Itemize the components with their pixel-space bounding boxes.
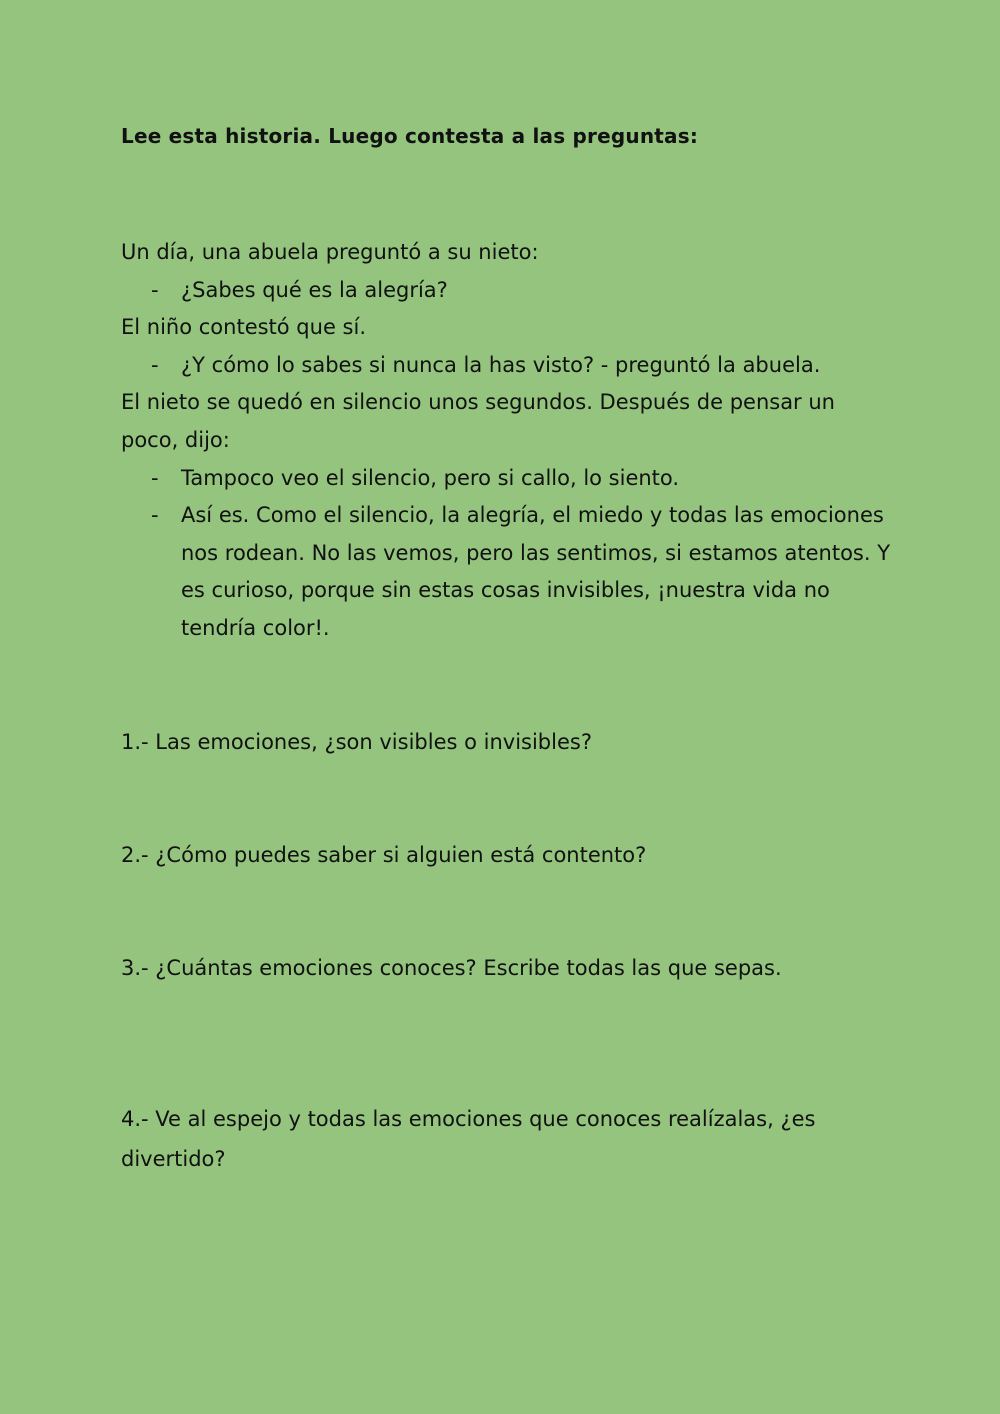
dialog-dash: - (151, 277, 159, 302)
dialog-text: ¿Y cómo lo sabes si nunca la has visto? - preguntó la abuela. (181, 352, 821, 377)
question-4: 4.- Ve al espejo y todas las emociones que conoces realízalas, ¿es divertido? (121, 1107, 816, 1171)
question-3: 3.- ¿Cuántas emociones conoces? Escribe todas las que sepas. (121, 956, 782, 980)
story-line: poco, dijo: (121, 427, 230, 452)
question-2: 2.- ¿Cómo puedes saber si alguien está contento? (121, 843, 647, 867)
instructions-heading: Lee esta historia. Luego contesta a las preguntas: (121, 124, 699, 148)
story-text (121, 234, 891, 648)
dialog-dash: - (151, 352, 159, 377)
dialog-line (121, 497, 891, 647)
question-1: 1.- Las emociones, ¿son visibles o invisibles? (121, 730, 592, 754)
dialog-line (121, 347, 891, 385)
dialog-dash: - (151, 465, 159, 490)
dialog-text: ¿Sabes qué es la alegría? (181, 277, 448, 302)
dialog-line (121, 272, 891, 310)
dialog-text: Así es. Como el silencio, la alegría, el miedo y todas las emociones nos rodean. No las vemos, pero las sentimos, si estamos atentos. Y es curioso, porque sin estas cosas invisibles, ¡nuestra vida no tendría color!. (181, 503, 891, 640)
dialog-line (121, 460, 891, 498)
dialog-text: Tampoco veo el silencio, pero si callo, lo siento. (181, 465, 680, 490)
story-line: Un día, una abuela preguntó a su nieto: (121, 240, 539, 264)
dialog-dash: - (151, 503, 159, 528)
story-line: El nieto se quedó en silencio unos segundos. Después de pensar un (121, 390, 835, 415)
story-line: El niño contestó que sí. (121, 315, 366, 340)
